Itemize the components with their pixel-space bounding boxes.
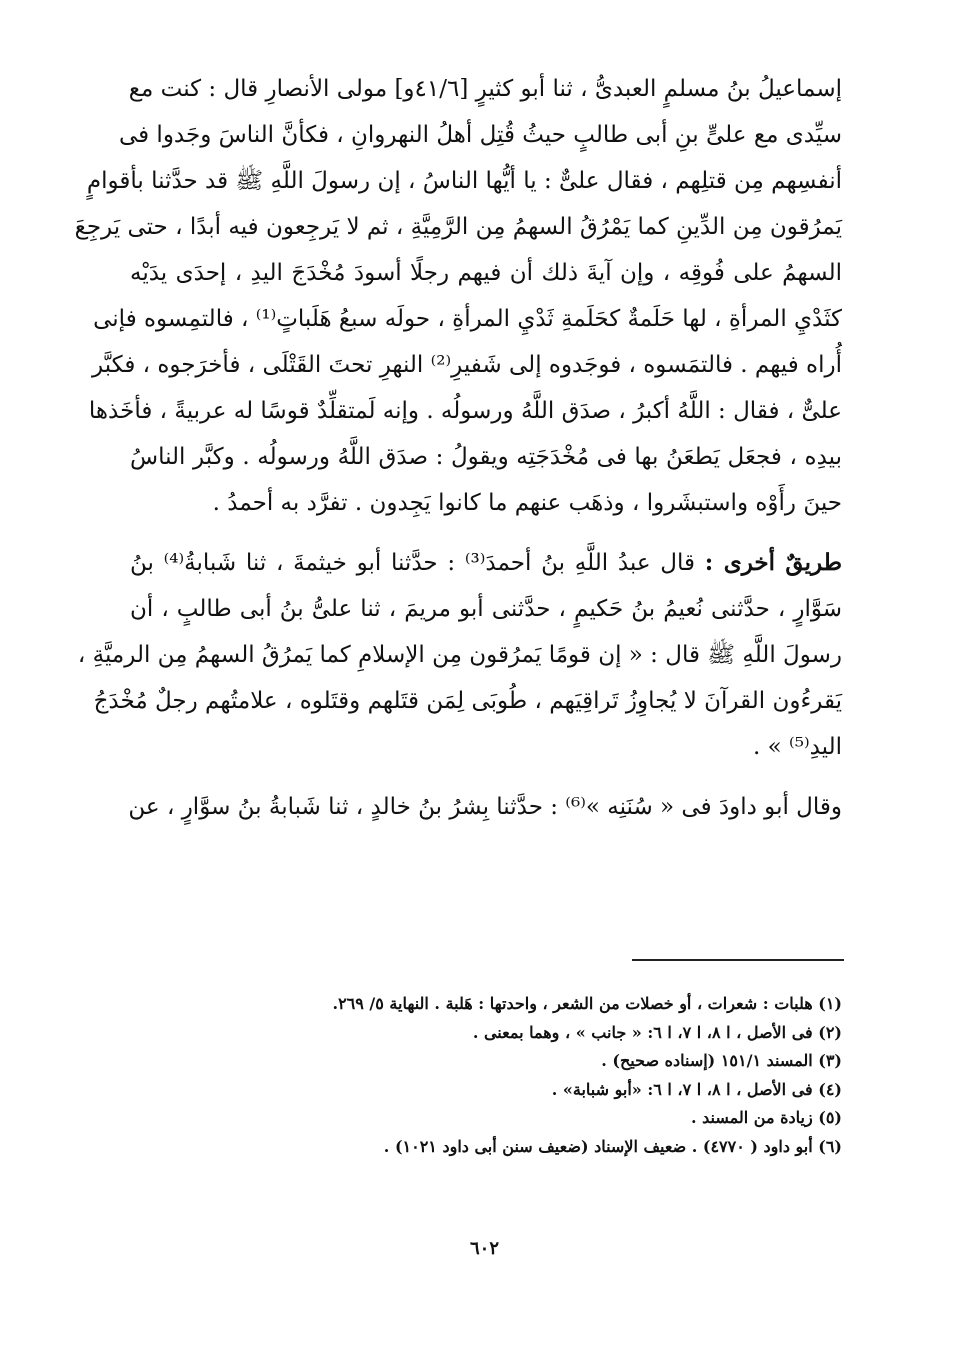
- section-lead: طريقٌ أخرى :: [704, 549, 843, 576]
- text-span: قال عبدُ اللَّهِ بنُ أحمدَ⁽³⁾ : حدَّثنا أبو خيثمةَ ، ثنا شَبابةُ⁽⁴⁾ بنُ: [130, 550, 696, 576]
- text-line: كثَدْيِ المرأةِ ، لها حَلَمةٌ كحَلَمةِ ثَدْيِ المرأةِ ، حولَه سبعُ هَلَباتٍ⁽¹⁾ ، فالتمِسوه فإنى: [93, 306, 842, 332]
- text-line: بيدِه ، فجعَل يَطعَنُ بها فى مُخْدَجَتِه ويقولُ : صدَق اللَّهُ ورسولُه . وكبَّر الناسُ: [130, 444, 842, 470]
- footnote: (٣) المسند ١٥١/١ (إسناده صحيح) .: [601, 1051, 842, 1071]
- paragraph-gap: [130, 770, 842, 784]
- text-line: يَمرُقون مِن الدِّينِ كما يَمْرُقُ السهمُ مِن الرَّمِيَّةِ ، ثم لا يَرجِعون فيه أبدًا ، حتى يَرجِعَ: [74, 214, 842, 240]
- text-line: وقال أبو داودَ فى « سُنَنِه »⁽⁶⁾ : حدَّثنا بِشرُ بنُ خالدٍ ، ثنا شَبابةُ بنُ سوَّارٍ ، عن: [128, 794, 842, 820]
- text-line: سَوَّارٍ ، حدَّثنى نُعيمُ بنُ حَكيمٍ ، حدَّثنى أبو مريمَ ، ثنا علىُّ بنُ أبى طالبٍ ، أن: [130, 596, 842, 622]
- footnotes: [130, 990, 842, 1162]
- footnote: (٢) فى الأصل ، ا ٨، ا ٧، ا ٦: « جانب » ، وهما بمعنى .: [472, 1022, 842, 1042]
- footnote: (٦) أبو داود ( ٤٧٧٠) . ضعيف الإسناد (ضعيف سنن أبى داود ١٠٢١) .: [383, 1136, 842, 1156]
- footnote: (٤) فى الأصل ، ا ٨، ا ٧، ا ٦: «أبو شبابة» .: [551, 1079, 842, 1099]
- paragraph-gap: [130, 526, 842, 540]
- footnote: (١) هلبات : شعرات ، أو خصلات من الشعر ، واحدتها : هَلبة . النهاية ٥/ ٢٦٩.: [332, 994, 842, 1013]
- text-line: إسماعيلُ بنُ مسلمٍ العبدىُّ ، ثنا أبو كثيرٍ [٤١/٦و] مولى الأنصارِ قال : كنت مع: [128, 76, 842, 102]
- text-line: أُراه فيهم . فالتمَسوه ، فوجَدوه إلى شَفيرِ⁽²⁾ النهرِ تحتَ القَتْلَى ، فأخرَجوه ، فكبَّر: [92, 352, 842, 378]
- footnote-divider: [632, 959, 844, 961]
- text-line: السهمُ على فُوقِه ، وإن آيةَ ذلك أن فيهم رجلًا أسودَ مُخْدَجَ اليدِ ، إحدَى يدَيْه: [130, 260, 842, 286]
- text-line: رسولَ اللَّهِ ﷺ قال : « إن قومًا يَمرُقون مِن الإسلامِ كما يَمرُقُ السهمُ مِن الرميَّةِ ،: [77, 642, 842, 668]
- text-line: [130, 540, 842, 586]
- text-line: علىٌّ ، فقال : اللَّهُ أكبرُ ، صدَق اللَّهُ ورسولُه . وإنه لَمتقلِّدٌ قوسًا له عربيةً ، فأخَذها: [88, 398, 842, 424]
- text-line: يَقرءُون القرآنَ لا يُجاوِزُ تَراقِيَهم ، طُوبَى لِمَن قتَلهم وقتَلوه ، علامتُهم رجلٌ مُخْدَجُ: [93, 688, 842, 714]
- footnote: (٥) زيادة من المسند .: [691, 1108, 842, 1128]
- text-line: سيِّدى مع علىٍّ بنِ أبى طالبٍ حيثُ قُتِل أهلُ النهروانِ ، فكأنَّ الناسَ وجَدوا فى: [118, 122, 842, 148]
- text-line: أنفسِهم مِن قتلِهم ، فقال علىٌّ : يا أيُّها الناسُ ، إن رسولَ اللَّهِ ﷺ قد حدَّثنا بأقوامٍ: [86, 168, 842, 194]
- main-text: [74, 66, 843, 830]
- page-number: ٦٠٢: [469, 1238, 499, 1259]
- text-line: حينَ رأَوْه واستبشَروا ، وذهَب عنهم ما كانوا يَجِدون . تفرَّد به أحمدُ .: [212, 490, 842, 516]
- text-line: اليدِ⁽⁵⁾ » .: [753, 734, 842, 760]
